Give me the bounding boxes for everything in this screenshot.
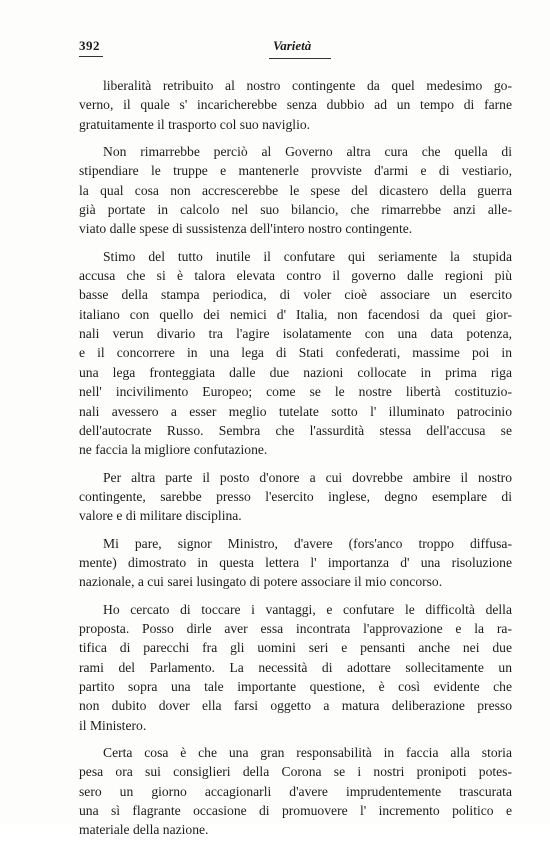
text-line: nazionale, a cui sarei lusingato di potere associare il mio concorso. <box>79 574 443 590</box>
text-line: la qual cosa non accrescerebbe le spese del dicastero della guerra <box>79 182 512 198</box>
text-line: nell' incivilimento Europeo; come se le nostre libertà costituzio- <box>79 384 512 400</box>
paragraph <box>79 534 512 592</box>
text-line: ne faccia la migliore confutazione. <box>79 442 268 458</box>
text-line: accusa che si è talora elevata contro il governo dalle regioni più <box>79 268 512 284</box>
header-rule-right <box>269 58 331 59</box>
paragraph <box>79 468 512 526</box>
text-line: italiano con quello dei nemici d' Italia, non facendosi da quei gior- <box>79 306 512 322</box>
text-line: valore e di militare disciplina. <box>79 508 242 524</box>
text-line: Mi pare, signor Ministro, d'avere (fors'anco troppo diffusa- <box>103 535 512 551</box>
paragraph <box>79 743 512 840</box>
text-line: dell'autocrate Russo. Sembra che l'assurdità stessa dell'accusa se <box>79 422 512 438</box>
text-line: verno, il quale s' incaricherebbe senza dubbio ad un tempo di farne <box>79 97 512 113</box>
text-line: nali avessero a esser meglio tutelate sotto l' illuminato patrocinio <box>79 403 512 419</box>
text-line: una sì flagrante occasione di promuovere l' incremento politico e <box>79 803 512 819</box>
text-line: Non rimarrebbe perciò al Governo altra cura che quella di <box>103 144 512 160</box>
running-title: Varietà <box>273 38 312 53</box>
text-line: nali verun divario tra l'agire isolatamente con una data potenza, <box>79 326 512 342</box>
text-line: il Ministero. <box>79 717 147 733</box>
text-line: e il concorrere in una lega di Stati confederati, massime poi in <box>79 345 512 361</box>
paragraph <box>79 76 512 134</box>
page-header <box>79 38 511 60</box>
text-line: sero un giorno accagionarli d'avere imprudentemente trascurata <box>79 783 512 799</box>
text-line: viato dalle spese di sussistenza dell'intero nostro contingente. <box>79 221 413 237</box>
text-line: non dubito dover ella farsi oggetto a matura deliberazione presso <box>79 698 512 714</box>
body-text <box>79 76 512 848</box>
text-line: mente) dimostrato in questa lettera l' importanza d' una risoluzione <box>79 554 512 570</box>
text-line: materiale della nazione. <box>79 822 209 838</box>
text-line: stipendiare le truppe e mantenerle provviste d'armi e di vestiario, <box>79 163 512 179</box>
text-line: basse della stampa periodica, di voler cioè associare un esercito <box>79 287 512 303</box>
text-line: tifica di parecchi fra gli uomini seri e pensanti anche nei due <box>79 640 512 656</box>
text-line: pesa ora sui consiglieri della Corona se i nostri pronipoti potes- <box>79 764 512 780</box>
text-line: una lega fronteggiata dalle due nazioni collocate in prima riga <box>79 364 512 380</box>
page-number: 392 <box>79 38 100 53</box>
text-line: Ho cercato di toccare i vantaggi, e confutare le difficoltà della <box>103 601 512 617</box>
text-line: partito sopra una tale importante questione, è così evidente che <box>79 678 512 694</box>
text-line: gratuitamente il trasporto col suo naviglio. <box>79 116 311 132</box>
header-rule-left <box>79 56 103 57</box>
text-line: Stimo del tutto inutile il confutare qui seriamente la stupida <box>103 248 512 264</box>
text-line: proposta. Posso dirle aver essa incontrata l'approvazione e la ra- <box>79 620 512 636</box>
paragraph <box>79 142 512 239</box>
text-line: Certa cosa è che una gran responsabilità in faccia alla storia <box>103 745 512 760</box>
text-line: contingente, sarebbe presso l'esercito inglese, degno esemplare di <box>79 488 512 504</box>
text-line: già portate in calcolo nel suo bilancio, che rimarrebbe anzi alle- <box>79 202 512 218</box>
paragraph <box>79 247 512 460</box>
text-line: rami del Parlamento. La necessità di adottare sollecitamente un <box>79 659 512 675</box>
text-line: liberalità retribuito al nostro contingente da quel medesimo go- <box>103 78 512 93</box>
text-line: Per altra parte il posto d'onore a cui dovrebbe ambire il nostro <box>103 469 512 485</box>
paragraph <box>79 600 512 735</box>
